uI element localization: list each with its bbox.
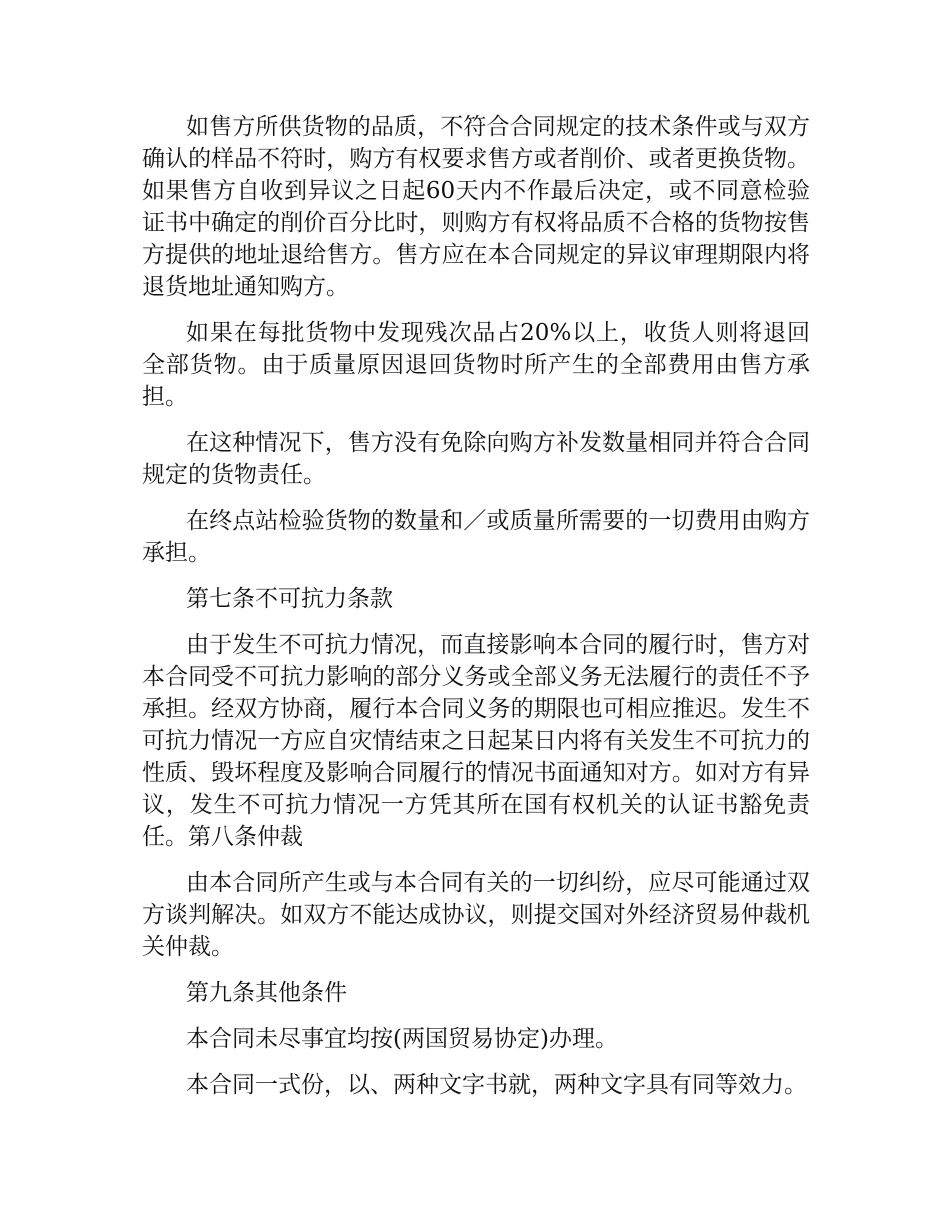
paragraph-trade-agreement: 本合同未尽事宜均按(两国贸易协定)办理。 [186, 1026, 618, 1052]
document-body [142, 111, 810, 1115]
paragraph-defect-rate: 如果在每批货物中发现残次品占20%以上，收货人则将退回全部货物。由于质量原因退回货物时所产生的全部费用由售方承担。 [142, 320, 810, 410]
section-heading-other-terms: 第九条其他条件 [186, 980, 347, 1006]
paragraph-inspection-cost: 在终点站检验货物的数量和／或质量所需要的一切费用由购方承担。 [142, 508, 810, 566]
paragraph-quality-objection: 如售方所供货物的品质，不符合合同规定的技术条件或与双方确认的样品不符时，购方有权要求售方或者削价、或者更换货物。如果售方自收到异议之日起60天内不作最后决定，或不同意检验证书中确定的削价百分比时，则购方有权将品质不合格的货物按售方提供的地址退给售方。售方应在本合同规定的异议审理期限内将退货地址通知购方。 [142, 114, 810, 300]
section-heading-force-majeure: 第七条不可抗力条款 [186, 586, 393, 612]
paragraph-replacement-duty: 在这种情况下，售方没有免除向购方补发数量相同并符合合同规定的货物责任。 [142, 430, 810, 488]
paragraph-force-majeure: 由于发生不可抗力情况，而直接影响本合同的履行时，售方对本合同受不可抗力影响的部分义务或全部义务无法履行的责任不予承担。经双方协商，履行本合同义务的期限也可相应推迟。发生不可抗力情况一方应自灾情结束之日起某日内将有关发生不可抗力的性质、毁坏程度及影响合同履行的情况书面通知对方。如对方有异议，发生不可抗力情况一方凭其所在国有权机关的认证书豁免责任。第八条仲裁 [142, 632, 810, 850]
paragraph-copies-languages: 本合同一式份，以、两种文字书就，两种文字具有同等效力。 [186, 1072, 807, 1098]
paragraph-arbitration: 由本合同所产生或与本合同有关的一切纠纷，应尽可能通过双方谈判解决。如双方不能达成协议，则提交国对外经济贸易仲裁机关仲裁。 [142, 870, 810, 960]
